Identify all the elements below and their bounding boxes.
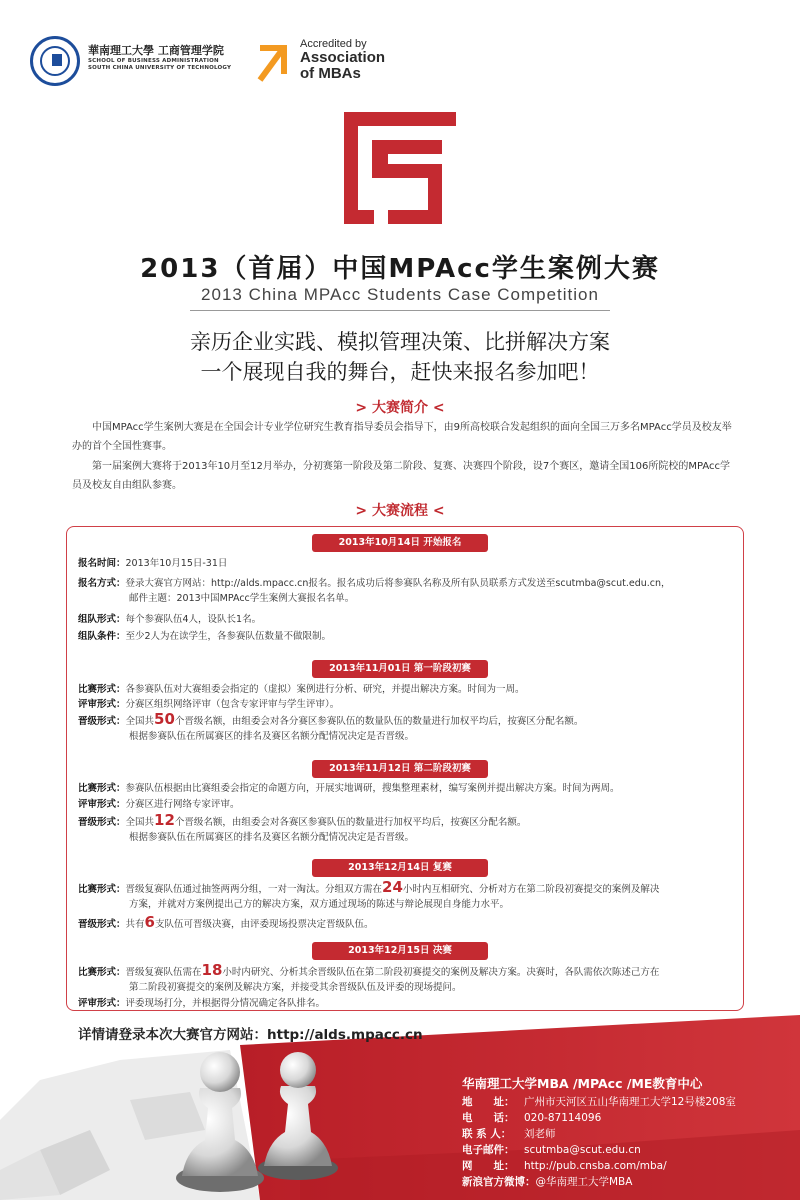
- field-label: 晋级形式：: [78, 919, 126, 930]
- contact-value: http://pub.cnsba.com/mba/: [524, 1160, 667, 1172]
- contact-person-row: [462, 1126, 792, 1142]
- field-value: 小时内研究、分析其余晋级队伍在第二阶段初赛提交的案例及解决方案。决赛时，各队需依次陈述己方在: [222, 967, 660, 978]
- stage-1-time-row: [78, 556, 733, 571]
- field-value: 小时内互相研究、分析对方在第二阶段初赛提交的案例及解决: [402, 884, 660, 895]
- quota-number: 50: [154, 710, 175, 728]
- contact-weibo-row: [462, 1174, 792, 1190]
- field-label: 比赛形式：: [78, 684, 126, 695]
- contact-value: scutmba@scut.edu.cn: [524, 1144, 641, 1156]
- stage-1-date-badge: 2013年10月14日 开始报名: [312, 534, 488, 552]
- contact-phone-row: [462, 1110, 792, 1126]
- field-value: 个晋级名额，由组委会对各分赛区参赛队伍的数量队伍的数量进行加权平均后，按赛区分配名额。: [174, 716, 584, 727]
- contact-email-row: [462, 1142, 792, 1158]
- university-seal-icon: [30, 36, 80, 86]
- field-value-continued: 邮件主题：2013中国MPAcc学生案例大赛报名名单。: [129, 593, 355, 604]
- field-label: 比赛形式：: [78, 783, 126, 794]
- stage-1-method-row: [78, 576, 733, 606]
- stage-3-advance-row: [78, 813, 733, 845]
- title-divider: [190, 310, 610, 311]
- amba-logo-icon: [256, 40, 290, 84]
- field-label: 评审形式：: [78, 998, 126, 1009]
- contact-address-row: [462, 1094, 792, 1110]
- competition-logo-icon: [344, 112, 456, 224]
- flow-heading: > 大赛流程 <: [355, 503, 445, 519]
- intro-heading: > 大赛简介 <: [355, 400, 445, 416]
- stage-2-review-row: [78, 697, 733, 712]
- contact-label: 新浪官方微博：: [462, 1176, 536, 1188]
- field-label: 比赛形式：: [78, 967, 126, 978]
- contact-label: 地 址：: [462, 1096, 515, 1108]
- field-label: 组队形式：: [78, 614, 126, 625]
- contact-label: 网 址：: [462, 1160, 515, 1172]
- school-name-en-2: SOUTH CHINA UNIVERSITY OF TECHNOLOGY: [88, 65, 232, 71]
- school-name-en-1: SCHOOL OF BUSINESS ADMINISTRATION: [88, 58, 219, 64]
- contact-info: [462, 1076, 792, 1190]
- field-label: 组队条件：: [78, 631, 126, 642]
- field-value-continued: 第二阶段初赛提交的案例及解决方案，并接受其余晋级队伍及评委的现场提问。: [129, 982, 462, 993]
- field-value: 晋级复赛队伍通过抽签两两分组，一对一淘汰。分组双方需在: [125, 884, 383, 895]
- stage-1-form-row: [78, 612, 733, 627]
- field-value: 共有: [125, 919, 145, 930]
- field-value-continued: 方案，并就对方案例提出己方的解决方案，双方通过现场的陈述与辩论展现自身能力水平。: [129, 899, 510, 910]
- field-label: 报名方式：: [78, 578, 126, 589]
- field-value: 晋级复赛队伍需在: [125, 967, 202, 978]
- field-value: 支队伍可晋级决赛，由评委现场投票决定晋级队伍。: [154, 919, 374, 930]
- field-label: 比赛形式：: [78, 884, 126, 895]
- stage-5-competition-row: [78, 963, 733, 995]
- amba-line-2: Association: [300, 49, 386, 66]
- stage-4-date-badge: 2013年12月14日 复赛: [312, 859, 488, 877]
- stage-2-date-badge: 2013年11月01日 第一阶段初赛: [312, 660, 488, 678]
- slogan-line-1: 亲历企业实践、模拟管理决策、比拼解决方案: [190, 330, 610, 354]
- stage-4-competition-row: [78, 880, 733, 912]
- intro-paragraph-1: 中国MPAcc学生案例大赛是在全国会计专业学位研究生教育指导委员会指导下，由9所高校联合发起组织的面向全国三万多名MPAcc学员及校友举办的首个全国性赛事。: [72, 422, 732, 452]
- stage-1-condition-row: [78, 629, 733, 644]
- stage-5-date-badge: 2013年12月15日 决赛: [312, 942, 488, 960]
- field-value: 评委现场打分，并根据得分情况确定各队排名。: [125, 998, 326, 1009]
- field-value: 每个参赛队伍4人，设队长1名。: [125, 614, 262, 625]
- quota-number: 12: [154, 811, 175, 829]
- contact-title: 华南理工大学MBA /MPAcc /ME教育中心: [462, 1076, 703, 1091]
- stage-2-advance-row: [78, 712, 733, 744]
- header: [30, 36, 770, 96]
- hours-number: 24: [382, 878, 403, 896]
- contact-value: @华南理工大学MBA: [535, 1176, 633, 1188]
- amba-line-1: Accredited by: [300, 38, 367, 50]
- field-label: 报名时间：: [78, 558, 126, 569]
- contact-label: 联 系 人：: [462, 1128, 512, 1140]
- stage-3-date-badge: 2013年11月12日 第二阶段初赛: [312, 760, 488, 778]
- intro-paragraph-2: 第一届案例大赛将于2013年10月至12月举办，分初赛第一阶段及第二阶段、复赛、决赛四个阶段，设7个赛区，邀请全国106所院校的MPAcc学员及校友自由组队参赛。: [72, 461, 731, 491]
- teams-number: 6: [144, 913, 155, 931]
- page-title: 2013（首届）中国MPAcc学生案例大赛: [140, 254, 660, 284]
- stage-2-competition-row: [78, 682, 733, 697]
- stage-3-competition-row: [78, 781, 733, 796]
- hours-number: 18: [201, 961, 223, 979]
- field-label: 评审形式：: [78, 799, 126, 810]
- slogan-line-2: 一个展现自我的舞台，赶快来报名参加吧！: [200, 360, 600, 384]
- field-value: 分赛区组织网络评审（包含专家评审与学生评审）。: [125, 699, 340, 710]
- field-value: 登录大赛官方网站：http://alds.mpacc.cn报名。报名成功后将参赛队名称及所有队员联系方式发送至scutmba@scut.edu.cn，: [125, 578, 671, 589]
- contact-web-row: [462, 1158, 792, 1174]
- contact-value: 广州市天河区五山华南理工大学12号楼208室: [524, 1096, 736, 1108]
- field-label: 评审形式：: [78, 699, 126, 710]
- school-name-cn: 華南理工大學 工商管理学院: [88, 44, 224, 57]
- contact-label: 电 话：: [462, 1112, 515, 1124]
- field-value-continued: 根据参赛队伍在所属赛区的排名及赛区名额分配情况决定是否晋级。: [129, 731, 415, 742]
- stage-3-review-row: [78, 797, 733, 812]
- field-value: 全国共: [125, 716, 155, 727]
- field-value: 分赛区进行网络专家评审。: [125, 799, 240, 810]
- field-label: 晋级形式：: [78, 716, 126, 727]
- field-value: 至少2人为在读学生，各参赛队伍数量不做限制。: [125, 631, 332, 642]
- contact-label: 电子邮件：: [462, 1144, 515, 1156]
- contact-value: 刘老师: [524, 1128, 556, 1140]
- field-value: 全国共: [125, 817, 155, 828]
- official-website-line: 详情请登录本次大赛官方网站：http://alds.mpacc.cn: [78, 1027, 423, 1043]
- amba-accreditation: [300, 38, 460, 82]
- field-label: 晋级形式：: [78, 817, 126, 828]
- field-value: 2013年10月15日-31日: [125, 558, 228, 569]
- stage-4-advance-row: [78, 915, 733, 932]
- amba-line-3: of MBAs: [300, 65, 361, 82]
- field-value-continued: 根据参赛队伍在所属赛区的排名及赛区名额分配情况决定是否晋级。: [129, 832, 415, 843]
- contact-value: 020-87114096: [524, 1112, 602, 1124]
- field-value: 个晋级名额，由组委会对各赛区参赛队伍的数量进行加权平均后，按赛区分配名额。: [174, 817, 527, 828]
- page-subtitle: 2013 China MPAcc Students Case Competition: [201, 285, 599, 304]
- field-value: 各参赛队伍对大赛组委会指定的（虚拟）案例进行分析、研究，并提出解决方案。时间为一周。: [125, 684, 525, 695]
- field-value: 参赛队伍根据由比赛组委会指定的命题方向，开展实地调研，搜集整理素材，编写案例并提出解决方案。时间为两周。: [125, 783, 620, 794]
